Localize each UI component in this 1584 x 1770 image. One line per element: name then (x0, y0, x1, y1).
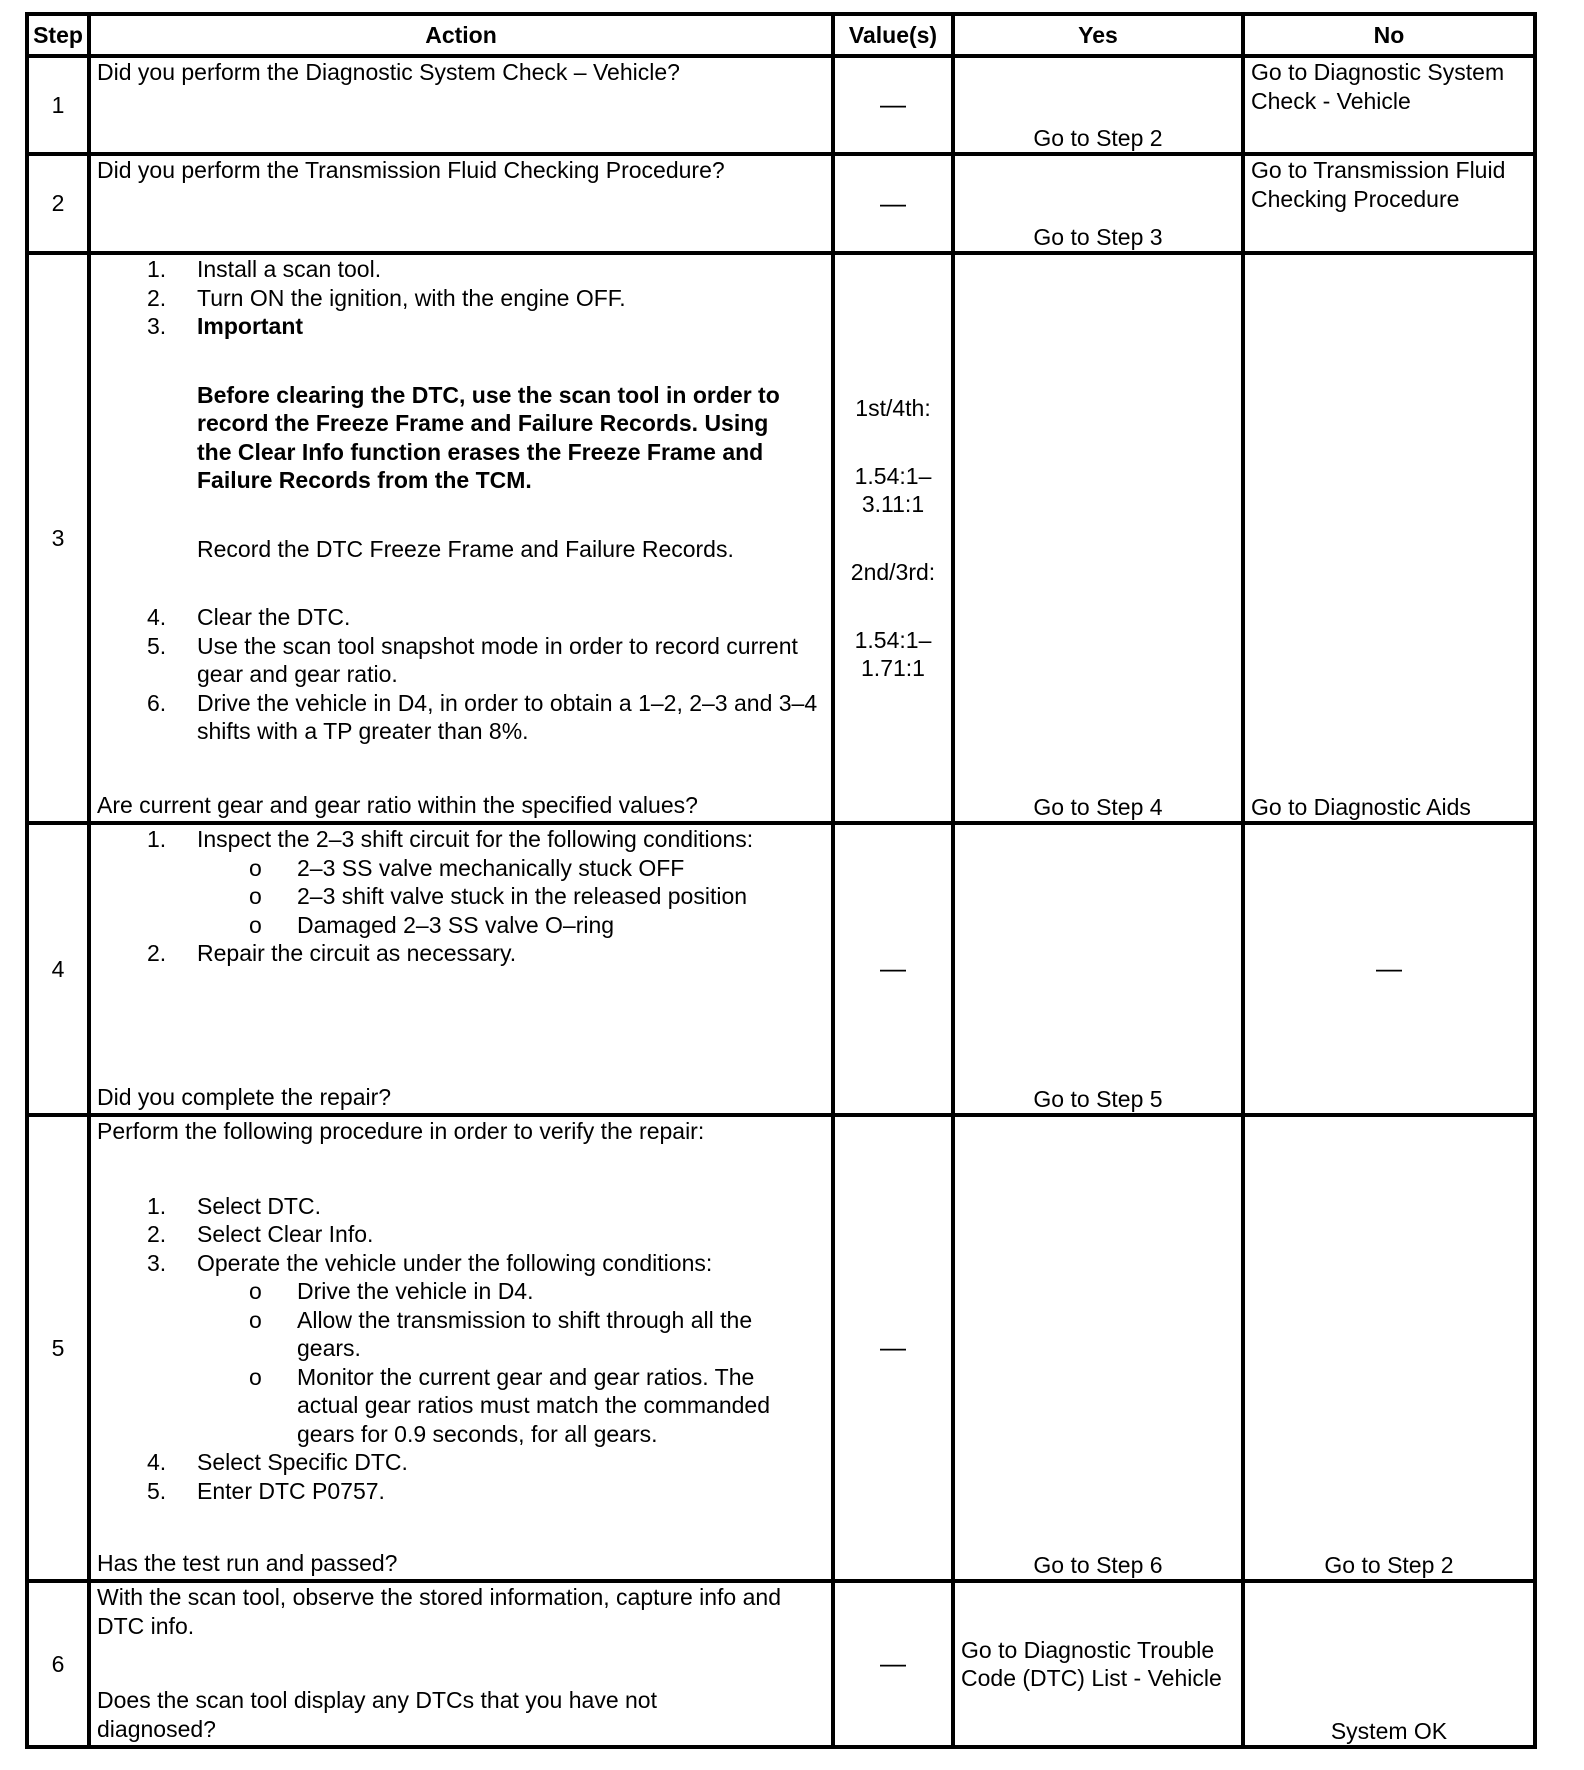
no-cell: System OK (1243, 1581, 1535, 1747)
header-no: No (1243, 14, 1535, 56)
list-item (97, 255, 825, 284)
value-cell (833, 823, 953, 1115)
action-text: Did you perform the Transmission Fluid Checking Procedure? (97, 157, 725, 183)
yes-cell: Go to Step 5 (953, 823, 1243, 1115)
list-item (97, 603, 825, 632)
step-list (97, 825, 825, 968)
header-row (27, 14, 1535, 56)
list-number: 2. (147, 940, 167, 966)
intro-text: Perform the following procedure in order to verify the repair: (97, 1118, 705, 1144)
no-text: — (1376, 953, 1402, 984)
step-list (97, 255, 825, 746)
header-step: Step (27, 14, 89, 56)
yes-cell: Go to Step 3 (953, 154, 1243, 253)
list-item (97, 1477, 825, 1506)
list-text: Install a scan tool. (197, 256, 382, 282)
bullet-icon: o (249, 854, 262, 881)
step-number: 1 (27, 56, 89, 154)
question-text: Did you complete the repair? (97, 1083, 392, 1110)
table-row (27, 253, 1535, 823)
value-range: 1.54:1– 3.11:1 (854, 463, 932, 517)
yes-cell: Go to Step 4 (953, 253, 1243, 823)
no-cell: Go to Transmission Fluid Checking Procedure (1243, 154, 1535, 253)
list-item (97, 689, 825, 746)
yes-cell: Go to Diagnostic Trouble Code (DTC) List - Vehicle (953, 1581, 1243, 1747)
sub-item (197, 1363, 811, 1449)
list-text: Select Specific DTC. (197, 1449, 408, 1475)
action-cell (89, 1581, 833, 1747)
sub-text: Monitor the current gear and gear ratios. The actual gear ratios must match the commanded gears for 0.9 seconds, for all gears. (297, 1363, 771, 1447)
list-text: Operate the vehicle under the following conditions: (197, 1249, 713, 1276)
value-text: — (880, 953, 906, 984)
value-label: 2nd/3rd: (850, 559, 936, 585)
bullet-icon: o (249, 1278, 262, 1304)
list-number: 1. (147, 1192, 167, 1219)
list-number: 4. (147, 1449, 167, 1475)
list-item (97, 1249, 825, 1449)
list-number: 2. (147, 284, 167, 311)
sub-item (197, 882, 825, 911)
list-number: 6. (147, 689, 167, 716)
no-cell: Go to Diagnostic System Check - Vehicle (1243, 56, 1535, 154)
list-item (97, 284, 825, 313)
value-cell (833, 154, 953, 253)
list-item (97, 1448, 825, 1477)
header-action: Action (89, 14, 833, 56)
value-text: — (880, 187, 906, 218)
bullet-icon: o (249, 1306, 262, 1333)
action-text: With the scan tool, observe the stored information, capture info and DTC info. (97, 1584, 781, 1639)
sub-text: Allow the transmission to shift through all the gears. (297, 1306, 753, 1361)
value-text: — (880, 1332, 906, 1363)
sub-item (197, 911, 825, 940)
list-item (97, 1192, 825, 1221)
sub-list (197, 1277, 825, 1448)
list-number: 3. (147, 313, 167, 339)
list-number: 5. (147, 632, 167, 659)
sub-item (197, 1277, 811, 1306)
value-cell (833, 1581, 953, 1747)
no-cell (1243, 823, 1535, 1115)
value-range: 1.54:1– 1.71:1 (854, 627, 932, 681)
header-values: Value(s) (833, 14, 953, 56)
action-cell (89, 154, 833, 253)
header-yes: Yes (953, 14, 1243, 56)
list-item (97, 312, 825, 603)
no-cell: Go to Diagnostic Aids (1243, 253, 1535, 823)
value-cell (833, 253, 953, 823)
list-number: 5. (147, 1477, 167, 1504)
list-text: Use the scan tool snapshot mode in order to record current gear and gear ratio. (197, 632, 798, 687)
list-text: Repair the circuit as necessary. (197, 940, 517, 966)
step-number: 2 (27, 154, 89, 253)
action-cell (89, 56, 833, 154)
list-text: Clear the DTC. (197, 604, 351, 630)
list-number: 3. (147, 1249, 167, 1276)
question-text: Does the scan tool display any DTCs that you have not diagnosed? (97, 1687, 657, 1742)
value-label: 1st/4th: (855, 395, 931, 421)
list-item (97, 632, 825, 689)
table-row (27, 154, 1535, 253)
list-number: 4. (147, 604, 167, 630)
sub-text: Damaged 2–3 SS valve O–ring (297, 911, 615, 938)
value-text: — (880, 1648, 906, 1679)
value-cell (833, 1115, 953, 1581)
step-number: 5 (27, 1115, 89, 1581)
yes-cell: Go to Step 2 (953, 56, 1243, 154)
list-text: Turn ON the ignition, with the engine OFF. (197, 284, 626, 311)
no-cell: Go to Step 2 (1243, 1115, 1535, 1581)
sub-text: 2–3 SS valve mechanically stuck OFF (297, 854, 685, 881)
step-list (97, 1192, 825, 1506)
list-text: Drive the vehicle in D4, in order to obtain a 1–2, 2–3 and 3–4 shifts with a TP greater than 8%. (197, 689, 818, 744)
list-number: 2. (147, 1221, 167, 1247)
list-text: Enter DTC P0757. (197, 1477, 385, 1504)
question-text: Has the test run and passed? (97, 1549, 398, 1576)
action-text: Did you perform the Diagnostic System Check – Vehicle? (97, 59, 680, 85)
list-text: Select DTC. (197, 1192, 321, 1219)
important-label: Important (197, 313, 304, 339)
list-item (97, 939, 825, 968)
list-number: 1. (147, 826, 167, 852)
step-number: 4 (27, 823, 89, 1115)
value-cell (833, 56, 953, 154)
bullet-icon: o (249, 1363, 262, 1390)
action-cell (89, 1115, 833, 1581)
step-number: 6 (27, 1581, 89, 1747)
important-note: Before clearing the DTC, use the scan tool in order to record the Freeze Frame and Failure Records. Using the Clear Info function erases the Freeze Frame and Failure Records from the TCM. (197, 381, 780, 493)
list-number: 1. (147, 256, 167, 282)
value-text: — (880, 89, 906, 120)
list-item (97, 1220, 825, 1249)
yes-cell: Go to Step 6 (953, 1115, 1243, 1581)
diagnostic-table (25, 12, 1537, 1749)
bullet-icon: o (249, 883, 262, 909)
sub-text: Drive the vehicle in D4. (297, 1278, 534, 1304)
table-row (27, 1115, 1535, 1581)
sub-item (197, 1306, 811, 1363)
sub-item (197, 854, 825, 883)
table-row (27, 1581, 1535, 1747)
record-text: Record the DTC Freeze Frame and Failure Records. (197, 535, 734, 562)
list-text: Select Clear Info. (197, 1221, 374, 1247)
step-number: 3 (27, 253, 89, 823)
sub-text: 2–3 shift valve stuck in the released position (297, 883, 748, 909)
action-cell (89, 823, 833, 1115)
list-text: Inspect the 2–3 shift circuit for the following conditions: (197, 826, 754, 852)
action-cell (89, 253, 833, 823)
sub-list (197, 854, 825, 940)
question-text: Are current gear and gear ratio within the specified values? (97, 791, 698, 818)
table-row (27, 56, 1535, 154)
bullet-icon: o (249, 911, 262, 938)
list-item (97, 825, 825, 939)
table-row (27, 823, 1535, 1115)
